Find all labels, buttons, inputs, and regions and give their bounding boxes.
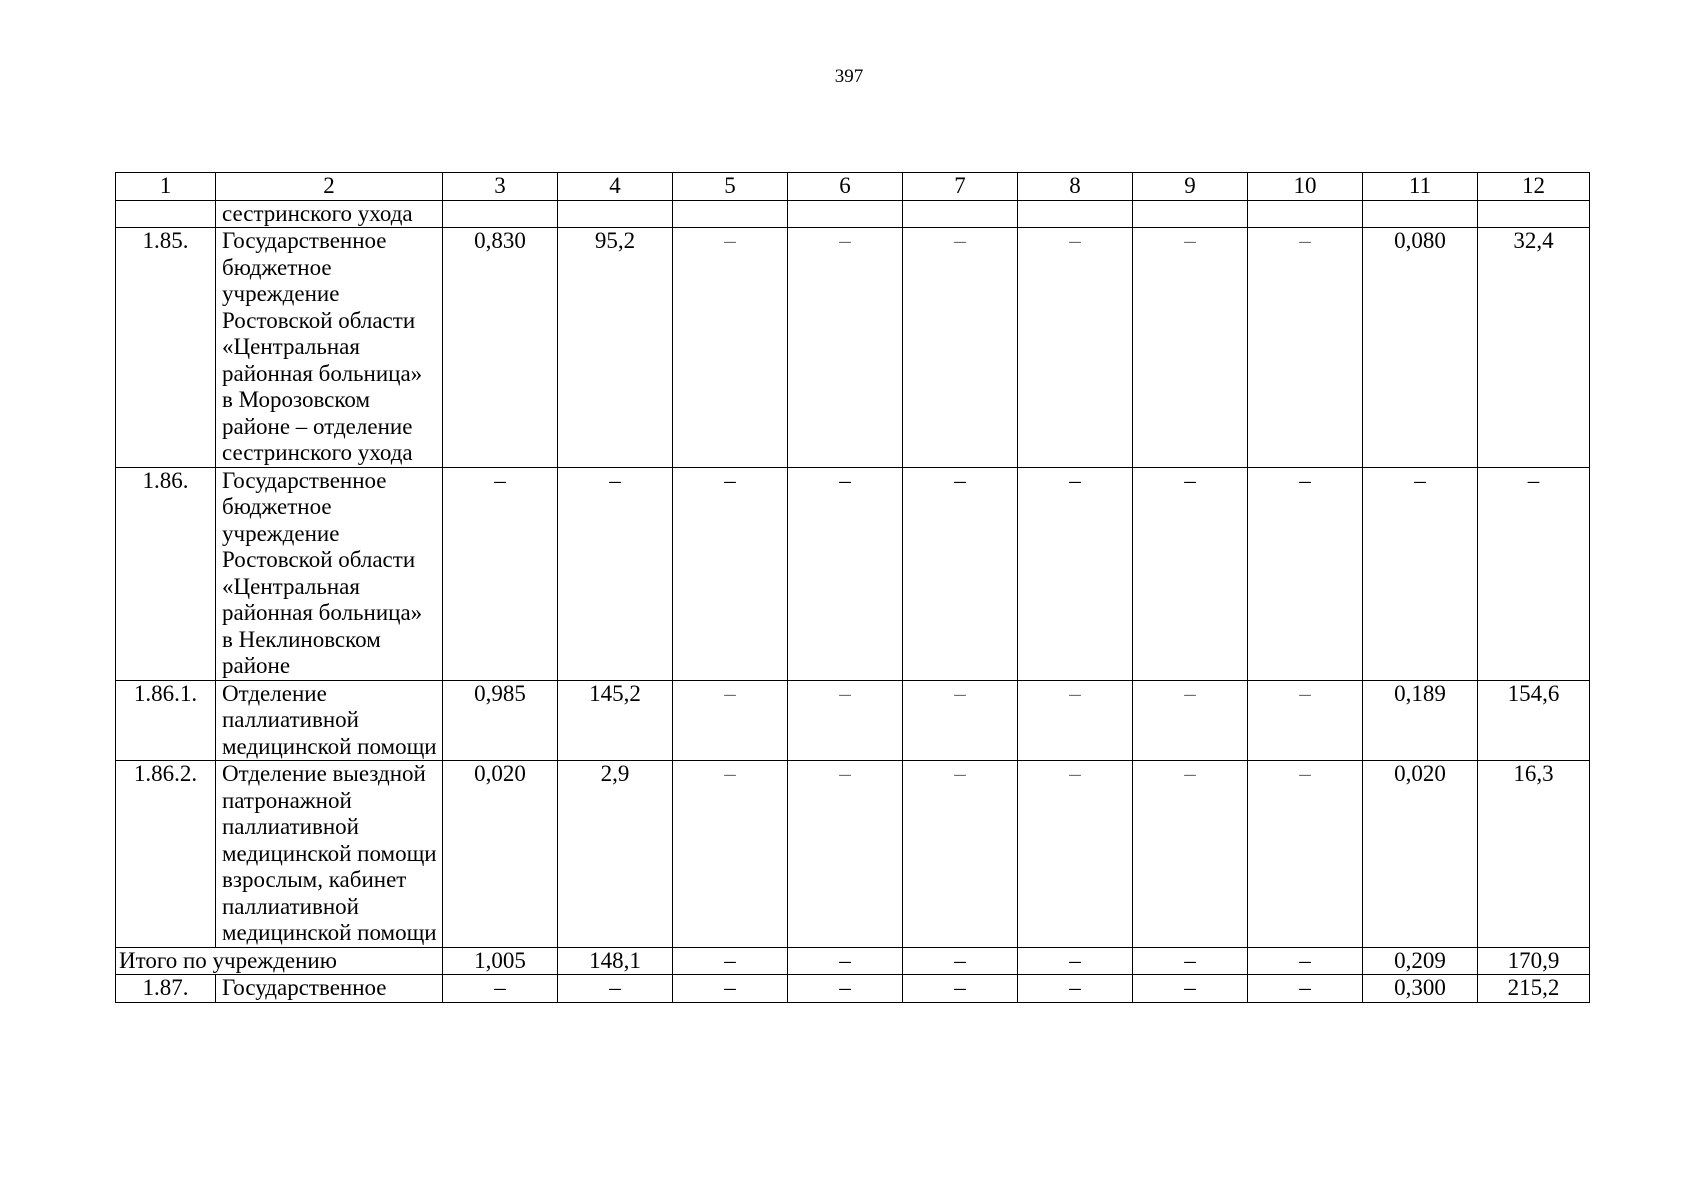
total-value: – <box>903 947 1018 975</box>
row-value: – <box>1018 761 1133 948</box>
row-value: – <box>1018 467 1133 680</box>
row-value: – <box>788 975 903 1003</box>
column-header: 6 <box>788 173 903 201</box>
row-value: – <box>1478 467 1590 680</box>
row-value <box>673 200 788 228</box>
column-header: 2 <box>216 173 443 201</box>
total-value: 170,9 <box>1478 947 1590 975</box>
total-value: 148,1 <box>558 947 673 975</box>
table-row <box>116 200 1590 228</box>
total-value: – <box>1018 947 1133 975</box>
row-value: – <box>1248 228 1363 468</box>
row-value: – <box>903 761 1018 948</box>
row-value: 0,189 <box>1363 680 1478 761</box>
column-header: 10 <box>1248 173 1363 201</box>
row-value: – <box>673 467 788 680</box>
row-name: Отделение выездной патронажной паллиативной медицинской помощи взрослым, кабинет паллиативной медицинской помощи <box>216 761 443 948</box>
row-value: – <box>443 467 558 680</box>
row-value: – <box>1248 761 1363 948</box>
row-id: 1.87. <box>116 975 216 1003</box>
row-value: 0,020 <box>1363 761 1478 948</box>
table-row <box>116 975 1590 1003</box>
total-value: – <box>673 947 788 975</box>
total-value: – <box>788 947 903 975</box>
row-id: 1.85. <box>116 228 216 468</box>
total-value: 0,209 <box>1363 947 1478 975</box>
column-header: 9 <box>1133 173 1248 201</box>
row-value: – <box>558 975 673 1003</box>
total-value: – <box>1248 947 1363 975</box>
row-value: – <box>1018 680 1133 761</box>
row-value: – <box>673 680 788 761</box>
row-value: 0,020 <box>443 761 558 948</box>
row-value: 0,985 <box>443 680 558 761</box>
row-value: – <box>1133 975 1248 1003</box>
page-number: 397 <box>834 66 864 87</box>
row-value <box>1478 200 1590 228</box>
row-name: Государственное бюджетное учреждение Ростовской области «Центральная районная больница» в Неклиновском районе <box>216 467 443 680</box>
row-value: – <box>558 467 673 680</box>
column-number-header-row <box>116 173 1590 201</box>
row-name: Государственное бюджетное учреждение Ростовской области «Центральная районная больница» в Морозовском районе – отделение сестринского ухода <box>216 228 443 468</box>
total-label: Итого по учреждению <box>116 947 443 975</box>
column-header: 5 <box>673 173 788 201</box>
row-name: Отделение паллиативной медицинской помощи <box>216 680 443 761</box>
row-value: – <box>788 680 903 761</box>
row-value: – <box>903 680 1018 761</box>
row-value: 2,9 <box>558 761 673 948</box>
data-table <box>115 172 1590 1003</box>
row-value: – <box>1248 467 1363 680</box>
row-id <box>116 200 216 228</box>
column-header: 12 <box>1478 173 1590 201</box>
row-value: 145,2 <box>558 680 673 761</box>
row-value: 0,300 <box>1363 975 1478 1003</box>
column-header: 3 <box>443 173 558 201</box>
column-header: 4 <box>558 173 673 201</box>
row-value <box>1363 200 1478 228</box>
row-value: – <box>1133 228 1248 468</box>
total-value: 1,005 <box>443 947 558 975</box>
total-value: – <box>1133 947 1248 975</box>
row-value: – <box>903 228 1018 468</box>
row-value: 215,2 <box>1478 975 1590 1003</box>
row-value: – <box>1363 467 1478 680</box>
total-row <box>116 947 1590 975</box>
row-value: 95,2 <box>558 228 673 468</box>
column-header: 7 <box>903 173 1018 201</box>
row-value: 0,080 <box>1363 228 1478 468</box>
table-row <box>116 680 1590 761</box>
row-value <box>443 200 558 228</box>
row-value <box>1248 200 1363 228</box>
row-value: – <box>1248 975 1363 1003</box>
table-row <box>116 467 1590 680</box>
column-header: 11 <box>1363 173 1478 201</box>
row-value: – <box>788 761 903 948</box>
row-value: 154,6 <box>1478 680 1590 761</box>
table-row <box>116 761 1590 948</box>
row-name: Государственное <box>216 975 443 1003</box>
row-value: – <box>1018 975 1133 1003</box>
row-value: – <box>1133 680 1248 761</box>
row-value <box>903 200 1018 228</box>
row-value: – <box>903 467 1018 680</box>
row-value: – <box>1248 680 1363 761</box>
row-value: – <box>903 975 1018 1003</box>
row-id: 1.86.1. <box>116 680 216 761</box>
column-header: 1 <box>116 173 216 201</box>
row-value: 32,4 <box>1478 228 1590 468</box>
row-value: – <box>673 975 788 1003</box>
row-id: 1.86. <box>116 467 216 680</box>
row-id: 1.86.2. <box>116 761 216 948</box>
row-value: – <box>673 761 788 948</box>
row-value <box>1133 200 1248 228</box>
row-value: – <box>1133 761 1248 948</box>
row-value: – <box>788 228 903 468</box>
row-value: – <box>443 975 558 1003</box>
row-value: – <box>1133 467 1248 680</box>
row-value: 0,830 <box>443 228 558 468</box>
row-value: – <box>1018 228 1133 468</box>
row-value: – <box>673 228 788 468</box>
column-header: 8 <box>1018 173 1133 201</box>
row-value: 16,3 <box>1478 761 1590 948</box>
row-value: – <box>788 467 903 680</box>
row-value <box>558 200 673 228</box>
table-row <box>116 228 1590 468</box>
row-value <box>788 200 903 228</box>
row-value <box>1018 200 1133 228</box>
row-name: сестринского ухода <box>216 200 443 228</box>
